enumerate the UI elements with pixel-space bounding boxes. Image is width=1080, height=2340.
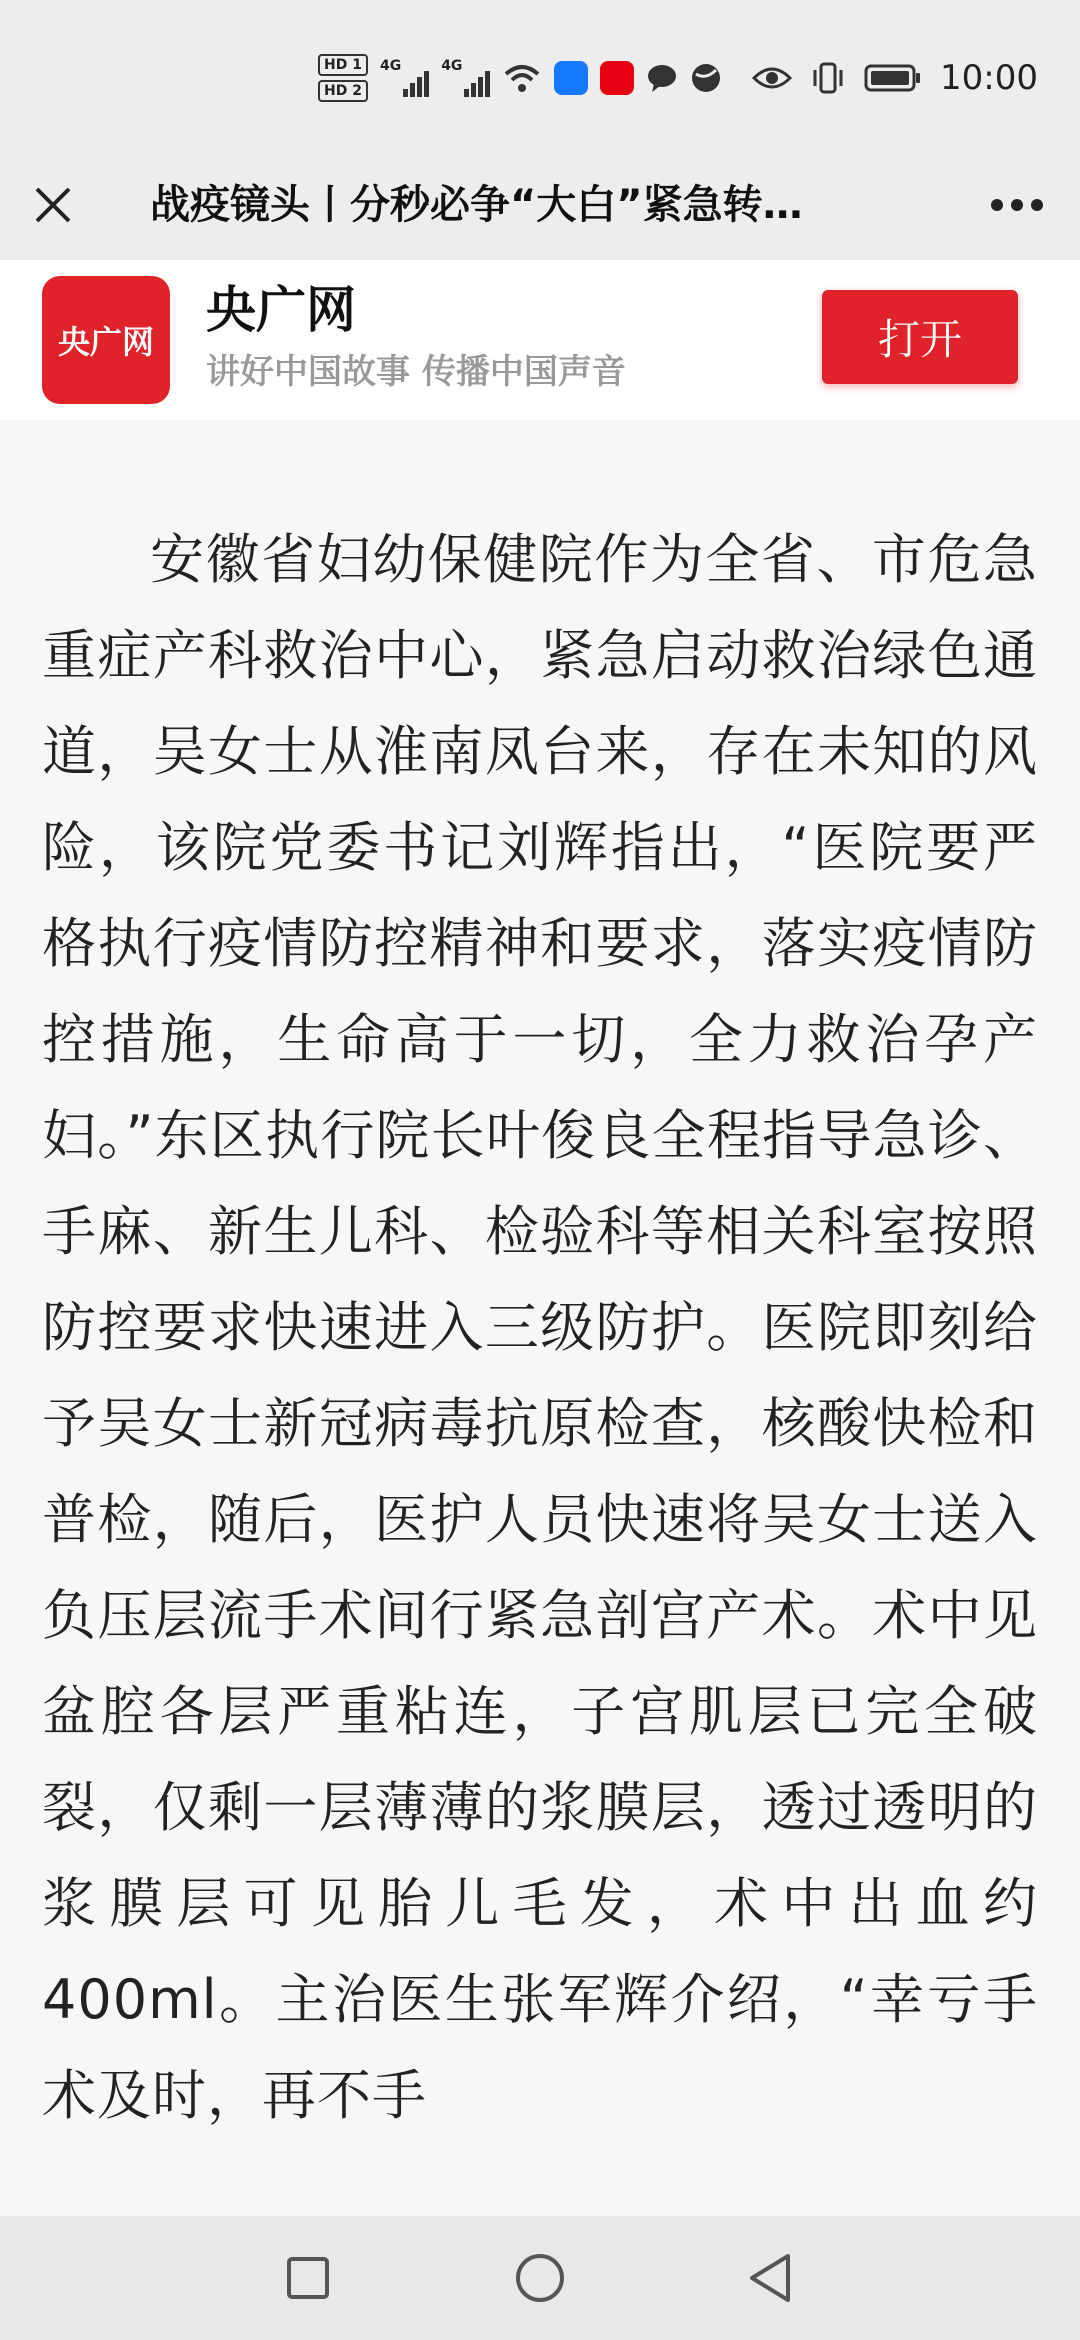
close-button[interactable] bbox=[20, 172, 86, 238]
more-options-button[interactable] bbox=[984, 172, 1050, 238]
close-icon bbox=[33, 185, 73, 225]
hd-indicators bbox=[318, 54, 368, 102]
signal-bars-1-icon bbox=[403, 67, 429, 97]
app-logo-text: 央广网 bbox=[57, 323, 154, 361]
status-bar bbox=[0, 0, 1080, 150]
status-left bbox=[318, 48, 722, 108]
hd2-badge: HD 2 bbox=[318, 80, 368, 102]
back-button[interactable] bbox=[730, 2238, 810, 2318]
globe-icon bbox=[690, 62, 722, 94]
alipay-icon bbox=[554, 61, 588, 95]
home-button[interactable] bbox=[500, 2238, 580, 2318]
app-slogan: 讲好中国故事 传播中国声音 bbox=[206, 352, 626, 392]
more-dots-icon bbox=[990, 198, 1044, 212]
recent-apps-button[interactable] bbox=[268, 2238, 348, 2318]
triangle-back-icon bbox=[746, 2252, 794, 2304]
signal-2 bbox=[441, 59, 490, 97]
hd1-badge: HD 1 bbox=[318, 54, 368, 76]
square-icon bbox=[286, 2256, 330, 2300]
signal-bars-2-icon bbox=[464, 67, 490, 97]
app-download-banner bbox=[0, 260, 1080, 420]
app-logo bbox=[42, 276, 170, 404]
article-body bbox=[0, 420, 1080, 2220]
weibo-icon bbox=[600, 61, 634, 95]
network-label-2: 4G bbox=[441, 58, 463, 74]
eye-icon bbox=[752, 64, 792, 92]
battery-icon bbox=[864, 63, 922, 93]
network-label-1: 4G bbox=[379, 58, 402, 74]
page-title: 战疫镜头丨分秒必争“大白”紧急转… bbox=[150, 182, 803, 228]
signal-1 bbox=[380, 59, 429, 97]
circle-icon bbox=[514, 2252, 566, 2304]
status-right bbox=[752, 48, 1038, 108]
vibrate-icon bbox=[810, 60, 846, 96]
open-app-button[interactable]: 打开 bbox=[822, 290, 1018, 384]
chat-icon bbox=[646, 62, 678, 94]
wifi-icon bbox=[502, 62, 542, 94]
article-paragraph: 安徽省妇幼保健院作为全省、市危急重症产科救治中心，紧急启动救治绿色通道，吴女士从淮南凤台来，存在未知的风险，该院党委书记刘辉指出，“医院要严格执行疫情防控精神和要求，落实疫情防控措施，生命高于一切，全力救治孕产妇。”东区执行院长叶俊良全程指导急诊、手麻、新生儿科、检验科等相关科室按照防控要求快速进入三级防护。医院即刻给予吴女士新冠病毒抗原检查，核酸快检和普检，随后，医护人员快速将吴女士送入负压层流手术间行紧急剖宫产术。术中见盆腔各层严重粘连，子宫肌层已完全破裂，仅剩一层薄薄的浆膜层，透过透明的浆膜层可见胎儿毛发，术中出血约400ml。主治医生张军辉介绍，“幸亏手术及时，再不手 bbox=[42, 528, 1038, 2127]
navigation-bar bbox=[0, 2216, 1080, 2340]
clock: 10:00 bbox=[940, 58, 1038, 98]
app-name: 央广网 bbox=[206, 281, 356, 339]
title-bar bbox=[0, 150, 1080, 260]
